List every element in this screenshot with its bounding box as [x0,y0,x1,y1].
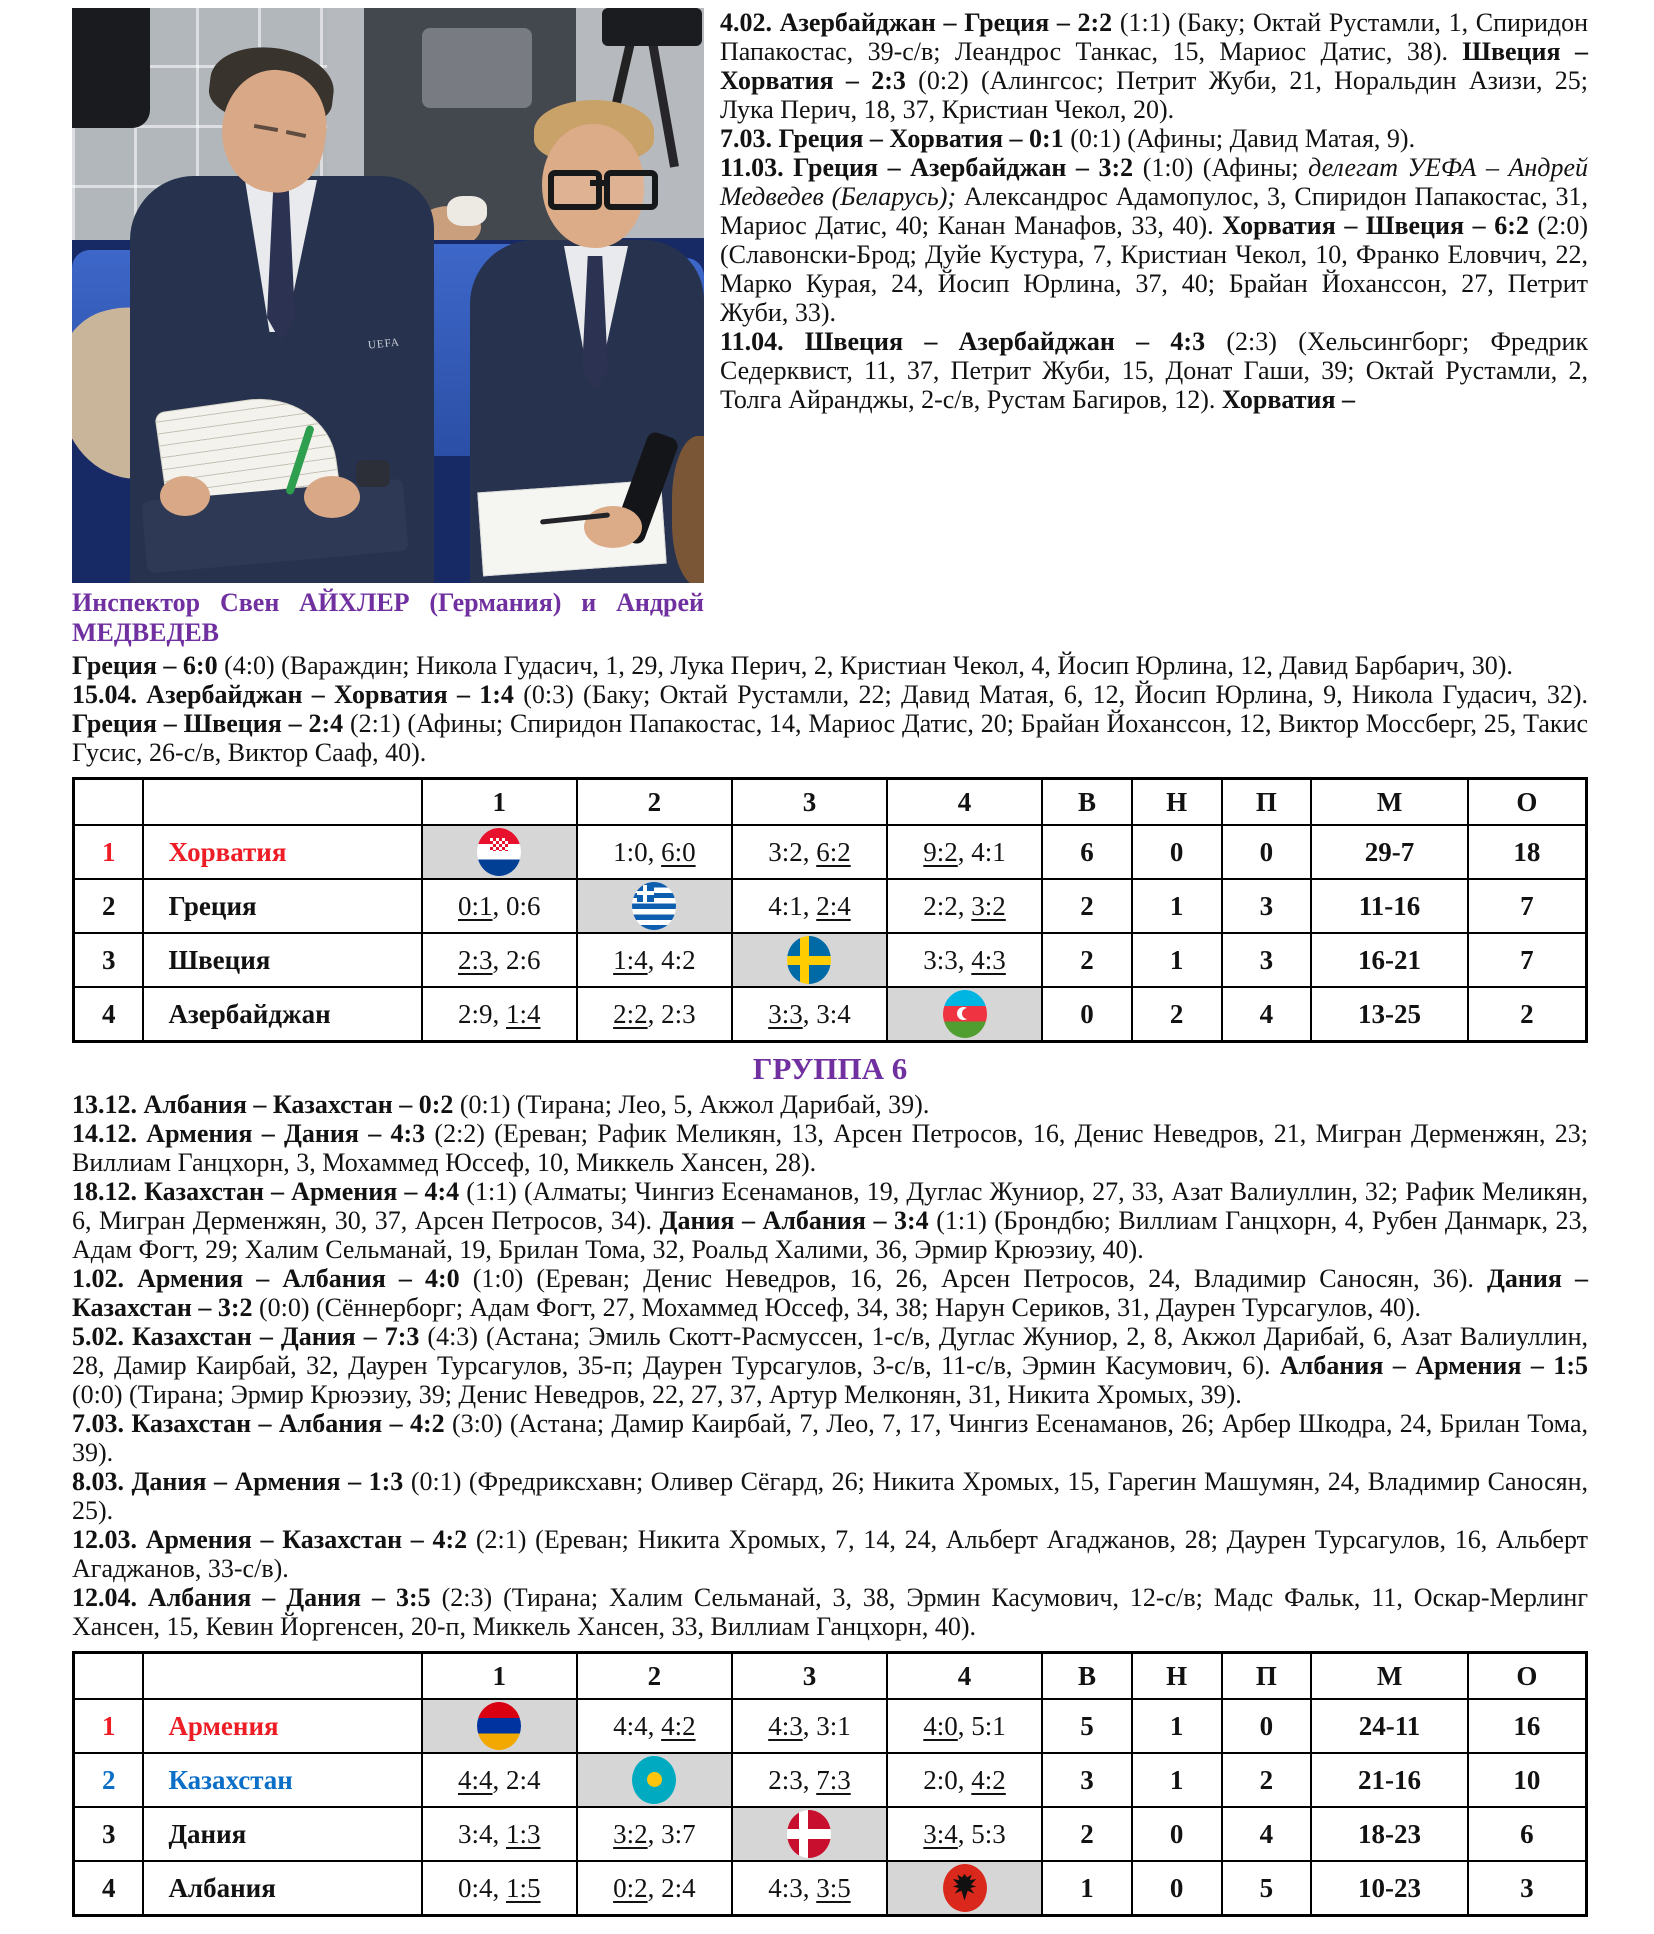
column-header: М [1311,1653,1468,1700]
standings-row [74,825,1587,879]
score-cell: 0:1, 0:6 [422,879,577,933]
score-cell: 3:3, 3:4 [732,987,887,1042]
position-cell: 2 [74,879,144,933]
column-header: 1 [422,779,577,826]
standings-row [74,1807,1587,1861]
points-cell: 16 [1468,1699,1587,1753]
goals-cell: 13-25 [1311,987,1468,1042]
column-header: П [1222,779,1312,826]
match-results-paragraph: 5.02. Казахстан – Дания – 7:3 (4:3) (Астана; Эмиль Скотт-Расмуссен, 1-с/в, Дуглас Жуниор, 2, 8, Акжол Дарибай, 6, Азат Валиуллин, 28, Дамир Каирбай, 32, Даурен Турсагулов, 35-п; Даурен Турсагулов, 3-с/в, 11-с/в, Эрмин Касумович, 6). Албания – Армения – 1:5 (0:0) (Тирана; Эрмир Крюэзиу, 39; Денис Неведров, 22, 27, 37, Артур Мелконян, 31, Никита Хромых, 39). [72,1322,1588,1409]
score-cell: 3:2, 3:7 [577,1807,732,1861]
points-cell: 3 [1468,1861,1587,1916]
score-cell: 1:4, 4:2 [577,933,732,987]
position-cell: 1 [74,825,144,879]
goals-cell: 18-23 [1311,1807,1468,1861]
team-name-cell: Швеция [143,933,421,987]
top-section [72,8,1588,648]
draws-cell: 1 [1132,1699,1222,1753]
denmark-flag-icon [787,1810,831,1858]
sweden-flag-icon [787,936,831,984]
standings-row [74,1753,1587,1807]
team-name-cell: Казахстан [143,1753,421,1807]
goals-cell: 29-7 [1311,825,1468,879]
kazakhstan-flag-icon [632,1756,676,1804]
inspectors-photo [72,8,704,583]
armenia-flag-icon [477,1702,521,1750]
score-cell: 3:2, 6:2 [732,825,887,879]
match-results-paragraph: 18.12. Казахстан – Армения – 4:4 (1:1) (Алматы; Чингиз Есенаманов, 19, Дуглас Жуниор, 27, 33, Азат Валиуллин, 32; Рафик Меликян, 6, Мигран Дерменжян, 30, 37, Арсен Петросов, 34). Дания – Албания – 3:4 (1:1) (Брондбю; Виллиам Ганцхорн, 4, Рубен Данмарк, 23, Адам Фогт, 29; Халим Сельманай, 19, Брилан Тома, 32, Роальд Халими, 36, Эрмир Крюэзиу, 40). [72,1177,1588,1264]
match-results-paragraph: 8.03. Дания – Армения – 1:3 (0:1) (Фредриксхавн; Оливер Сёгард, 26; Никита Хромых, 15, Гарегин Машумян, 24, Владимир Саносян, 25). [72,1467,1588,1525]
draws-cell: 0 [1132,1807,1222,1861]
column-header [74,1653,144,1700]
wins-cell: 3 [1042,1753,1132,1807]
flag-cell [422,825,577,879]
wins-cell: 5 [1042,1699,1132,1753]
column-header: М [1311,779,1468,826]
score-cell: 0:4, 1:5 [422,1861,577,1916]
score-cell: 3:4, 5:3 [887,1807,1042,1861]
draws-cell: 0 [1132,825,1222,879]
losses-cell: 0 [1222,825,1312,879]
match-results-paragraph: 7.03. Греция – Хорватия – 0:1 (0:1) (Афины; Давид Матая, 9). [720,124,1416,153]
flag-cell [422,1699,577,1753]
points-cell: 6 [1468,1807,1587,1861]
column-header: 3 [732,779,887,826]
photo-camera-left [72,8,150,128]
column-header: 2 [577,779,732,826]
column-header: Н [1132,779,1222,826]
score-cell: 4:3, 3:5 [732,1861,887,1916]
column-header: 1 [422,1653,577,1700]
points-cell: 10 [1468,1753,1587,1807]
goals-cell: 21-16 [1311,1753,1468,1807]
goals-cell: 24-11 [1311,1699,1468,1753]
match-results-paragraph: 12.03. Армения – Казахстан – 4:2 (2:1) (Ереван; Никита Хромых, 7, 14, 24, Альберт Агаджанов, 28; Даурен Турсагулов, 16, Альберт Агаджанов, 33-с/в). [72,1525,1588,1583]
score-cell: 4:3, 3:1 [732,1699,887,1753]
losses-cell: 4 [1222,1807,1312,1861]
group6-heading: ГРУППА 6 [752,1051,908,1086]
team-name-cell: Албания [143,1861,421,1916]
albania-flag-icon [943,1864,987,1912]
uefa-badge: UEFA [367,336,401,352]
standings-table-group5 [72,777,1588,1043]
points-cell: 7 [1468,879,1587,933]
column-header: П [1222,1653,1312,1700]
score-cell: 4:4, 4:2 [577,1699,732,1753]
flag-cell [732,1807,887,1861]
losses-cell: 3 [1222,879,1312,933]
position-cell: 3 [74,933,144,987]
score-cell: 2:3, 2:6 [422,933,577,987]
draws-cell: 1 [1132,933,1222,987]
position-cell: 1 [74,1699,144,1753]
team-name-cell: Азербайджан [143,987,421,1042]
flag-cell [577,1753,732,1807]
column-header [74,779,144,826]
losses-cell: 5 [1222,1861,1312,1916]
score-cell: 4:4, 2:4 [422,1753,577,1807]
match-results-paragraph: 14.12. Армения – Дания – 4:3 (2:2) (Ереван; Рафик Меликян, 13, Арсен Петросов, 16, Денис Неведров, 21, Мигран Дерменжян, 23; Виллиам Ганцхорн, 3, Мохаммед Юссеф, 10, Миккель Хансен, 28). [72,1119,1588,1177]
score-cell: 4:0, 5:1 [887,1699,1042,1753]
losses-cell: 2 [1222,1753,1312,1807]
photo-caption: Инспектор Свен АЙХЛЕР (Германия) и Андрей МЕДВЕДЕВ [72,588,704,647]
position-cell: 4 [74,1861,144,1916]
glasses-icon [548,170,602,210]
position-cell: 4 [74,987,144,1042]
match-results-paragraph: 11.04. Швеция – Азербайджан – 4:3 (2:3) (Хельсингборг; Фредрик Седерквист, 11, 37, Петрит Жуби, 15, Донат Гаши, 39; Октай Рустамли, 2, Толга Айранджы, 2-с/в, Рустам Багиров, 12). Хорватия – [720,327,1588,414]
match-results-paragraph: 15.04. Азербайджан – Хорватия – 1:4 (0:3) (Баку; Октай Рустамли, 22; Давид Матая, 6, 12, Йосип Юрлина, 9, Никола Гудасич, 32). Греция – Швеция – 2:4 (2:1) (Афины; Спиридон Папакостас, 14, Мариос Датис, 20; Брайан Йоханссон, 12, Виктор Моссберг, 25, Такис Гусис, 26-с/в, Виктор Сааф, 40). [72,680,1589,767]
match-results-paragraph: Греция – 6:0 (4:0) (Вараждин; Никола Гудасич, 1, 29, Лука Перич, 2, Кристиан Чекол, 4, Йосип Юрлина, 12, Давид Барбарич, 30). [72,651,1513,680]
wins-cell: 6 [1042,825,1132,879]
score-cell: 2:2, 2:3 [577,987,732,1042]
azerbaijan-flag-icon [943,990,987,1038]
flag-cell [577,879,732,933]
position-cell: 2 [74,1753,144,1807]
goals-cell: 16-21 [1311,933,1468,987]
column-header: О [1468,779,1587,826]
wins-cell: 2 [1042,1807,1132,1861]
score-cell: 0:2, 2:4 [577,1861,732,1916]
draws-cell: 1 [1132,1753,1222,1807]
goals-cell: 10-23 [1311,1861,1468,1916]
flag-cell [887,1861,1042,1916]
column-header: О [1468,1653,1587,1700]
team-name-cell: Греция [143,879,421,933]
wrist-watch [356,460,390,487]
standings-row [74,1861,1587,1916]
results-text-column [720,8,1588,414]
column-header: В [1042,779,1132,826]
results-text-fullwidth [72,651,1588,767]
standings-row [74,879,1587,933]
score-cell: 3:3, 4:3 [887,933,1042,987]
draws-cell: 0 [1132,1861,1222,1916]
losses-cell: 4 [1222,987,1312,1042]
standings-row [74,1699,1587,1753]
score-cell: 1:0, 6:0 [577,825,732,879]
column-header: 4 [887,779,1042,826]
position-cell: 3 [74,1807,144,1861]
score-cell: 2:9, 1:4 [422,987,577,1042]
team-name-cell: Хорватия [143,825,421,879]
photo-column [72,8,704,648]
match-results-paragraph: 7.03. Казахстан – Албания – 4:2 (3:0) (Астана; Дамир Каирбай, 7, Лео, 7, 17, Чингиз Есенаманов, 26; Арбер Шкодра, 24, Брилан Тома, 39). [72,1409,1589,1467]
wins-cell: 2 [1042,879,1132,933]
column-header [143,1653,421,1700]
match-results-paragraph: 11.03. Греция – Азербайджан – 3:2 (1:0) (Афины; делегат УЕФА – Андрей Медведев (Беларусь); Александрос Адамопулос, 3, Спиридон Папакостас, 31, Мариос Датис, 40; Канан Манафов, 33, 40). Хорватия – Швеция – 6:2 (2:0) (Славонски-Брод; Дуйе Кустура, 7, Кристиан Чекол, 10, Франко Еловчич, 22, Марко Курая, 24, Йосип Юрлина, 37, 40; Брайан Йоханссон, 27, Петрит Жуби, 33). [720,153,1588,327]
losses-cell: 0 [1222,1699,1312,1753]
column-header: 2 [577,1653,732,1700]
column-header: 4 [887,1653,1042,1700]
match-results-paragraph: 4.02. Азербайджан – Греция – 2:2 (1:1) (Баку; Октай Рустамли, 1, Спиридон Папакостас, 39-с/в; Леандрос Танкас, 15, Мариос Датис, 38). Швеция – Хорватия – 2:3 (0:2) (Алингсос; Петрит Жуби, 21, Норальдин Азизи, 25; Лука Перич, 18, 37, Кристиан Чекол, 20). [720,8,1589,124]
score-cell: 2:3, 7:3 [732,1753,887,1807]
score-cell: 2:2, 3:2 [887,879,1042,933]
group6-results-text [72,1090,1588,1641]
goals-cell: 11-16 [1311,879,1468,933]
standings-row [74,987,1587,1042]
flag-cell [887,987,1042,1042]
column-header: В [1042,1653,1132,1700]
column-header: Н [1132,1653,1222,1700]
draws-cell: 1 [1132,879,1222,933]
team-name-cell: Армения [143,1699,421,1753]
wins-cell: 1 [1042,1861,1132,1916]
flag-cell [732,933,887,987]
standings-table-group6 [72,1651,1588,1917]
croatia-flag-icon [477,828,521,876]
points-cell: 7 [1468,933,1587,987]
match-results-paragraph: 12.04. Албания – Дания – 3:5 (2:3) (Тирана; Халим Сельманай, 3, 38, Эрмин Касумович, 12-с/в; Мадс Фальк, 11, Оскар-Мерлинг Хансен, 15, Кевин Йоргенсен, 20-п, Миккель Хансен, 33, Виллиам Ганцхорн, 40). [72,1583,1589,1641]
match-results-paragraph: 13.12. Албания – Казахстан – 0:2 (0:1) (Тирана; Лео, 5, Акжол Дарибай, 39). [72,1090,930,1119]
score-cell: 2:0, 4:2 [887,1753,1042,1807]
draws-cell: 2 [1132,987,1222,1042]
score-cell: 4:1, 2:4 [732,879,887,933]
wins-cell: 2 [1042,933,1132,987]
points-cell: 18 [1468,825,1587,879]
wins-cell: 0 [1042,987,1132,1042]
greece-flag-icon [632,882,676,930]
match-results-paragraph: 1.02. Армения – Албания – 4:0 (1:0) (Ереван; Денис Неведров, 16, 26, Арсен Петросов, 24, Владимир Саносян, 36). Дания – Казахстан – 3:2 (0:0) (Сённерборг; Адам Фогт, 27, Мохаммед Юссеф, 34, 38; Нарун Сериков, 31, Даурен Турсагулов, 40). [72,1264,1589,1322]
team-name-cell: Дания [143,1807,421,1861]
standings-row [74,933,1587,987]
score-cell: 3:4, 1:3 [422,1807,577,1861]
points-cell: 2 [1468,987,1587,1042]
column-header [143,779,421,826]
losses-cell: 3 [1222,933,1312,987]
score-cell: 9:2, 4:1 [887,825,1042,879]
column-header: 3 [732,1653,887,1700]
